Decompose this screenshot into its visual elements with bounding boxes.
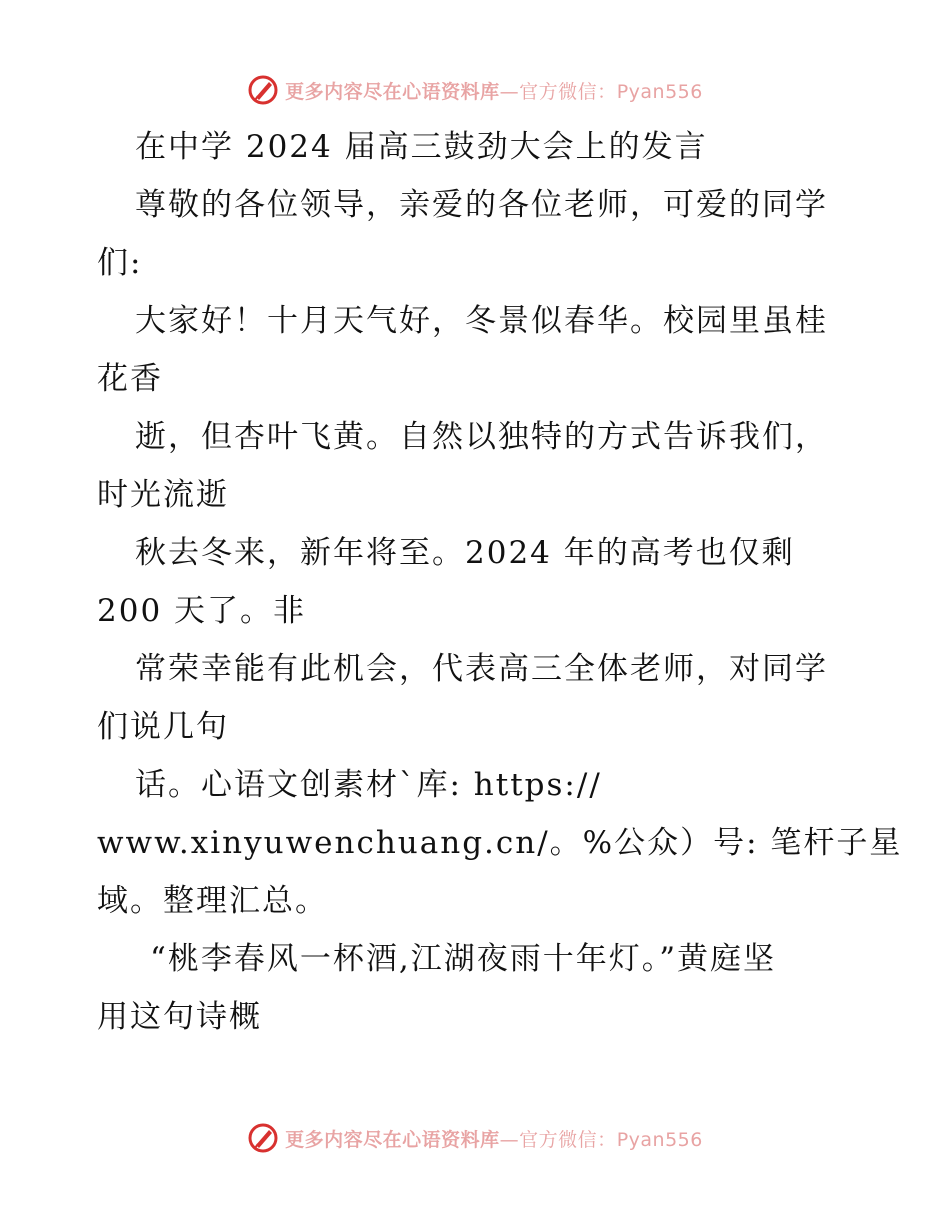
banner-wechat-id: Pyan556 <box>616 1128 703 1151</box>
banner-dash: — <box>499 1128 520 1151</box>
paragraph-line: “桃李春风一杯酒,江湖夜雨十年灯。”黄庭坚 <box>150 941 777 977</box>
paragraph-line: www.xinyuwenchuang.cn/。%公众）号: 笔杆子星 <box>97 825 903 861</box>
paragraph-line: 常荣幸能有此机会，代表高三全体老师，对同学 <box>135 651 828 687</box>
header-banner <box>0 70 950 110</box>
paragraph-line: 们说几句 <box>97 709 229 745</box>
paragraph-line: 逝，但杏叶飞黄。自然以独特的方式告诉我们， <box>135 419 828 455</box>
paragraph-line: 们: <box>97 245 143 281</box>
paragraph-line: 时光流逝 <box>97 477 229 513</box>
banner-dash: — <box>499 80 520 103</box>
paragraph-line: 域。整理汇总。 <box>97 883 328 919</box>
banner-text <box>285 1125 703 1152</box>
paragraph-line: 秋去冬来，新年将至。2024 年的高考也仅剩 <box>135 535 795 571</box>
banner-wechat-label: 官方微信： <box>519 1128 617 1151</box>
banner-text <box>285 77 703 104</box>
quill-logo-icon <box>247 74 279 106</box>
document-title: 在中学 2024 届高三鼓劲大会上的发言 <box>135 129 708 165</box>
paragraph-line: 大家好！十月天气好，冬景似春华。校园里虽桂 <box>135 303 828 339</box>
paragraph-line: 用这句诗概 <box>97 999 262 1035</box>
banner-main-text: 更多内容尽在心语资料库 <box>285 1128 500 1151</box>
paragraph-line: 尊敬的各位领导，亲爱的各位老师，可爱的同学 <box>135 187 828 223</box>
banner-main-text: 更多内容尽在心语资料库 <box>285 80 500 103</box>
paragraph-line: 话。心语文创素材`库: https:// <box>135 767 602 803</box>
banner-wechat-label: 官方微信： <box>519 80 617 103</box>
banner-wechat-id: Pyan556 <box>616 80 703 103</box>
footer-banner <box>0 1118 950 1158</box>
paragraph-line: 花香 <box>97 361 163 397</box>
paragraph-line: 200 天了。非 <box>97 593 307 629</box>
quill-logo-icon <box>247 1122 279 1154</box>
